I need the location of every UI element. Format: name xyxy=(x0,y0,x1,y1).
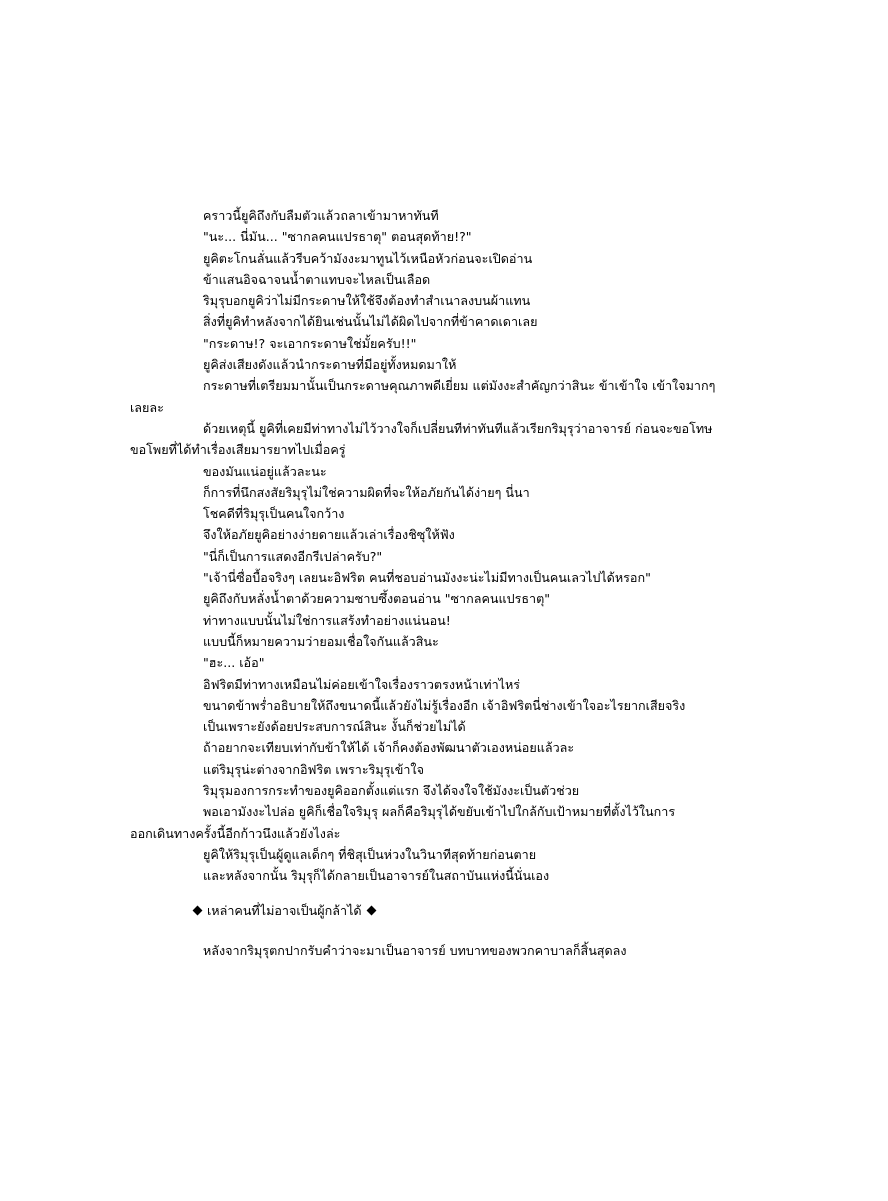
text-line: ยูคิตะโกนลั่นแล้วรีบคว้ามังงะมาทูนไว้เหนือหัวก่อนจะเปิดอ่าน xyxy=(203,250,533,266)
page-body xyxy=(130,205,760,961)
text-line: ริมุรุบอกยูคิว่าไม่มีกระดาษให้ใช้จึงต้องทำสำเนาลงบนผ้าแทน xyxy=(203,293,531,309)
text-line: ของมันแน่อยู่แล้วละนะ xyxy=(203,463,327,479)
text-line-continuation: ขอโพยที่ได้ทำเรื่องเสียมารยาทไปเมื่อครู่ xyxy=(130,442,346,458)
text-line: "ฮะ... เอ้อ" xyxy=(203,655,265,671)
section-heading xyxy=(130,900,760,921)
text-line: แบบนี้ก็หมายความว่ายอมเชื่อใจกันแล้วสินะ xyxy=(203,633,439,649)
text-line: สิ่งที่ยูคิทำหลังจากได้ยินเช่นนั้นไม่ได้ผิดไปจากที่ข้าคาดเดาเลย xyxy=(203,314,538,330)
text-line: เป็นเพราะยังด้อยประสบการณ์สินะ งั้นก็ช่วยไม่ได้ xyxy=(203,719,466,735)
text-line: อิฟริตมีท่าทางเหมือนไม่ค่อยเข้าใจเรื่องราวตรงหน้าเท่าไหร่ xyxy=(203,676,521,692)
text-line-continuation: ออกเดินทางครั้งนี้อีกก้าวนึงแล้วยังไงล่ะ xyxy=(130,825,341,841)
text-line: ขนาดข้าพร่ำอธิบายให้ถึงขนาดนี้แล้วยังไม่รู้เรื่องอีก เจ้าอิฟริตนี่ช่างเข้าใจอะไรยากเสียจริง xyxy=(203,697,686,713)
diamond-bullet-icon xyxy=(366,905,376,915)
diamond-bullet-icon xyxy=(193,905,203,915)
text-line: "นี่ก็เป็นการแสดงอีกรีเปล่าครับ?" xyxy=(203,548,383,564)
text-line: โชคดีที่ริมุรุเป็นคนใจกว้าง xyxy=(203,506,345,522)
text-line: และหลังจากนั้น ริมุรุก็ได้กลายเป็นอาจารย์ในสถาบันแห่งนี้นั่นเอง xyxy=(203,868,550,884)
text-line: ข้าแสนอิจฉาจนน้ำตาแทบจะไหลเป็นเลือด xyxy=(203,271,431,287)
text-line: หลังจากริมุรุตกปากรับคำว่าจะมาเป็นอาจารย์ บทบาทของพวกคาบาลก็สิ้นสุดลง xyxy=(203,942,627,958)
text-line: ถ้าอยากจะเทียบเท่ากับข้าให้ได้ เจ้าก็คงต้องพัฒนาตัวเองหน่อยแล้วละ xyxy=(203,740,575,756)
paragraph-first-line: ด้วยเหตุนี้ ยูคิที่เคยมีท่าทางไม่ไว้วางใจก็เปลี่ยนทีท่าทันทีแล้วเรียกริมุรุว่าอาจารย์ ก่อนจะขอโทษ xyxy=(203,420,713,436)
text-line: ยูคิให้ริมุรุเป็นผู้ดูแลเด็กๆ ที่ชิสุเป็นห่วงในวินาทีสุดท้ายก่อนตาย xyxy=(203,846,537,862)
text-line-continuation: เลยละ xyxy=(130,399,164,415)
text-line: ยูคิถึงกับหลั่งน้ำตาด้วยความซาบซึ้งตอนอ่าน "ซากลคนแปรธาตุ" xyxy=(203,591,551,607)
text-line: "นะ... นี่มัน... "ซากลคนแปรธาตุ" ตอนสุดท้าย!?" xyxy=(203,229,472,245)
paragraph-first-line: พอเอามังงะไปล่อ ยูคิก็เชื่อใจริมุรุ ผลก็คือริมุรุได้ขยับเข้าไปใกล้กับเป้าหมายที่ตั้งไว้ในการ xyxy=(203,804,676,820)
text-line: แต่ริมุรุน่ะต่างจากอิฟริต เพราะริมุรุเข้าใจ xyxy=(203,761,424,777)
text-line: จึงให้อภัยยูคิอย่างง่ายดายแล้วเล่าเรื่องชิซุให้ฟัง xyxy=(203,527,455,543)
text-line: ริมุรุมองการกระทำของยูคิออกตั้งแต่แรก จึงได้จงใจใช้มังงะเป็นตัวช่วย xyxy=(203,783,580,799)
text-line: "กระดาษ!? จะเอากระดาษใช่มั้ยครับ!!" xyxy=(203,335,417,351)
text-line: ก็การที่นึกสงสัยริมุรุไม่ใช่ความผิดที่จะให้อภัยกันได้ง่ายๆ นี่นา xyxy=(203,484,530,500)
text-line: ยูคิส่งเสียงดังแล้วนำกระดาษที่มีอยู่ทั้งหมดมาให้ xyxy=(203,357,457,373)
text-line: ท่าทางแบบนั้นไม่ใช่การแสร้งทำอย่างแน่นอน! xyxy=(203,612,451,628)
section-heading-text: เหล่าคนที่ไม่อาจเป็นผู้กล้าได้ xyxy=(207,902,362,918)
text-line: กระดาษที่เตรียมมานั้นเป็นกระดาษคุณภาพดีเยี่ยม แต่มังงะสำคัญกว่าสินะ ข้าเข้าใจ เข้าใจมากๆ xyxy=(203,378,716,394)
text-line: "เจ้านี่ซื่อบื้อจริงๆ เลยนะอิฟริต คนที่ชอบอ่านมังงะน่ะไม่มีทางเป็นคนเลวไปได้หรอก" xyxy=(203,570,651,586)
text-line: คราวนี้ยูคิถึงกับลืมตัวแล้วถลาเข้ามาหาทันที xyxy=(203,208,439,223)
